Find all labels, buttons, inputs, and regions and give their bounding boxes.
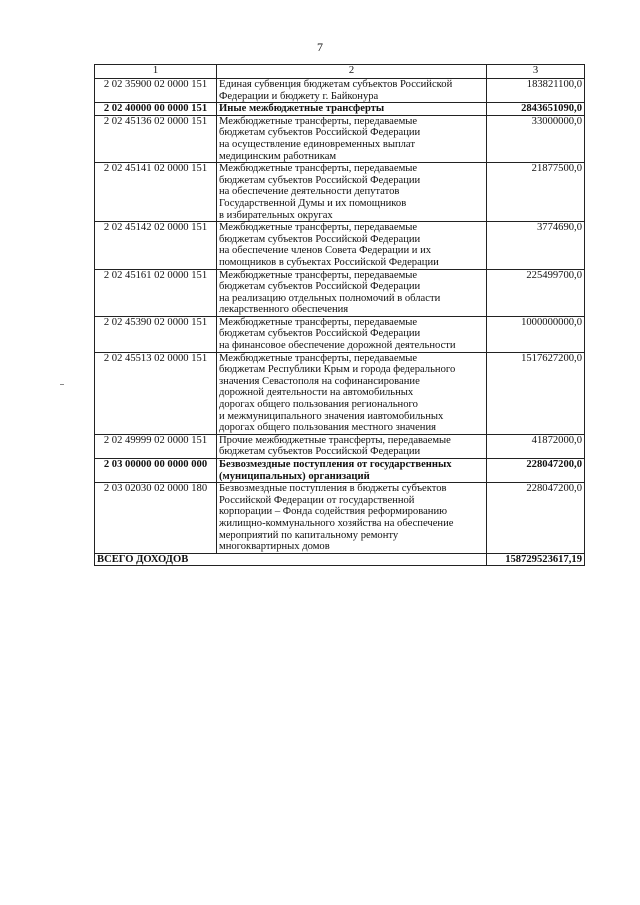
revenue-description — [217, 115, 487, 162]
amount: 1000000000,0 — [487, 316, 585, 352]
description-line: дорожной деятельности на автомобильных — [219, 387, 414, 399]
revenue-description — [217, 222, 487, 269]
revenue-description — [217, 79, 487, 103]
description-line: медицинским работникам — [219, 150, 337, 162]
amount: 2843651090,0 — [487, 103, 585, 116]
column-number-1: 1 — [95, 65, 217, 79]
page-number: 7 — [317, 40, 323, 54]
description-line: Межбюджетные трансферты, передаваемые — [219, 115, 418, 127]
revenue-table — [94, 64, 585, 566]
description-line: помощников в субъектах Российской Федерации — [219, 256, 439, 268]
description-line: на обеспечение членов Совета Федерации и их — [219, 245, 432, 257]
revenue-description — [217, 163, 487, 222]
description-line: Государственной Думы и их помощников — [219, 197, 407, 209]
table-row — [95, 103, 585, 116]
margin-mark — [60, 384, 64, 385]
description-line: Единая субвенция бюджетам субъектов Российской — [219, 79, 453, 90]
column-number-3: 3 — [487, 65, 585, 79]
description-line: на обеспечение деятельности депутатов — [219, 186, 400, 198]
table-row — [95, 115, 585, 162]
description-line: дорогах общего пользования регионального — [219, 399, 418, 411]
total-amount: 158729523617,19 — [487, 553, 585, 566]
amount: 228047200,0 — [487, 459, 585, 483]
table-row — [95, 316, 585, 352]
table-row — [95, 483, 585, 554]
description-line: бюджетам субъектов Российской Федерации — [219, 446, 421, 458]
amount: 41872000,0 — [487, 434, 585, 458]
table-row — [95, 352, 585, 434]
table-row — [95, 79, 585, 103]
budget-code: 2 02 45161 02 0000 151 — [95, 269, 217, 316]
description-line: (муниципальных) организаций — [219, 470, 370, 482]
description-line: бюджетам субъектов Российской Федерации — [219, 174, 421, 186]
budget-code: 2 02 49999 02 0000 151 — [95, 434, 217, 458]
revenue-description — [217, 103, 487, 116]
description-line: жилищно-коммунального хозяйства на обеспечение — [219, 517, 454, 529]
description-line: бюджетам субъектов Российской Федерации — [219, 328, 421, 340]
revenue-description — [217, 352, 487, 434]
description-line: в избирательных округах — [219, 209, 333, 221]
description-line: бюджетам субъектов Российской Федерации — [219, 233, 421, 245]
budget-code: 2 03 00000 00 0000 000 — [95, 459, 217, 483]
budget-code: 2 02 45142 02 0000 151 — [95, 222, 217, 269]
column-number-row — [95, 65, 585, 79]
description-line: бюджетам субъектов Российской Федерации — [219, 127, 421, 139]
description-line: лекарственного обеспечения — [219, 304, 349, 316]
table-row — [95, 222, 585, 269]
table-row — [95, 459, 585, 483]
amount: 1517627200,0 — [487, 352, 585, 434]
description-line: Межбюджетные трансферты, передаваемые — [219, 316, 418, 328]
amount: 21877500,0 — [487, 163, 585, 222]
total-row — [95, 553, 585, 566]
description-line: и межмуниципального значения иавтомобильных — [219, 410, 444, 422]
description-line: Российской Федерации от государственной — [219, 494, 415, 506]
description-line: на финансовое обеспечение дорожной деятельности — [219, 340, 456, 352]
description-line: Межбюджетные трансферты, передаваемые — [219, 352, 418, 364]
description-line: многоквартирных домов — [219, 541, 330, 553]
description-line: бюджетам Республики Крым и города федерального — [219, 364, 456, 376]
total-label: ВСЕГО ДОХОДОВ — [95, 553, 487, 566]
budget-code: 2 02 45513 02 0000 151 — [95, 352, 217, 434]
description-line: Иные межбюджетные трансферты — [219, 103, 385, 115]
description-line: на реализацию отдельных полномочий в области — [219, 292, 441, 304]
revenue-description — [217, 483, 487, 554]
column-number-2: 2 — [217, 65, 487, 79]
description-line: на осуществление единовременных выплат — [219, 138, 415, 150]
budget-code: 2 03 02030 02 0000 180 — [95, 483, 217, 554]
budget-code: 2 02 45141 02 0000 151 — [95, 163, 217, 222]
amount: 33000000,0 — [487, 115, 585, 162]
amount: 228047200,0 — [487, 483, 585, 554]
table-row — [95, 434, 585, 458]
table-row — [95, 269, 585, 316]
description-line: Федерации и бюджету г. Байконура — [219, 90, 379, 102]
description-line: Безвозмездные поступления в бюджеты субъектов — [219, 483, 447, 495]
description-line: Прочие межбюджетные трансферты, передаваемые — [219, 434, 451, 446]
description-line: дорогах общего пользования местного значения — [219, 422, 437, 434]
budget-code: 2 02 45136 02 0000 151 — [95, 115, 217, 162]
table-row — [95, 163, 585, 222]
description-line: Межбюджетные трансферты, передаваемые — [219, 163, 418, 175]
description-line: Межбюджетные трансферты, передаваемые — [219, 222, 418, 234]
description-line: бюджетам субъектов Российской Федерации — [219, 281, 421, 293]
revenue-description — [217, 269, 487, 316]
budget-code: 2 02 40000 00 0000 151 — [95, 103, 217, 116]
description-line: значения Севастополя на софинансирование — [219, 375, 420, 387]
revenue-description — [217, 316, 487, 352]
description-line: Межбюджетные трансферты, передаваемые — [219, 269, 418, 281]
description-line: корпорации – Фонда содействия реформированию — [219, 506, 448, 518]
amount: 3774690,0 — [487, 222, 585, 269]
budget-code: 2 02 45390 02 0000 151 — [95, 316, 217, 352]
description-line: мероприятий по капитальному ремонту — [219, 529, 399, 541]
budget-code: 2 02 35900 02 0000 151 — [95, 79, 217, 103]
amount: 183821100,0 — [487, 79, 585, 103]
revenue-description — [217, 434, 487, 458]
description-line: Безвозмездные поступления от государственных — [219, 459, 452, 470]
revenue-description — [217, 459, 487, 483]
amount: 225499700,0 — [487, 269, 585, 316]
